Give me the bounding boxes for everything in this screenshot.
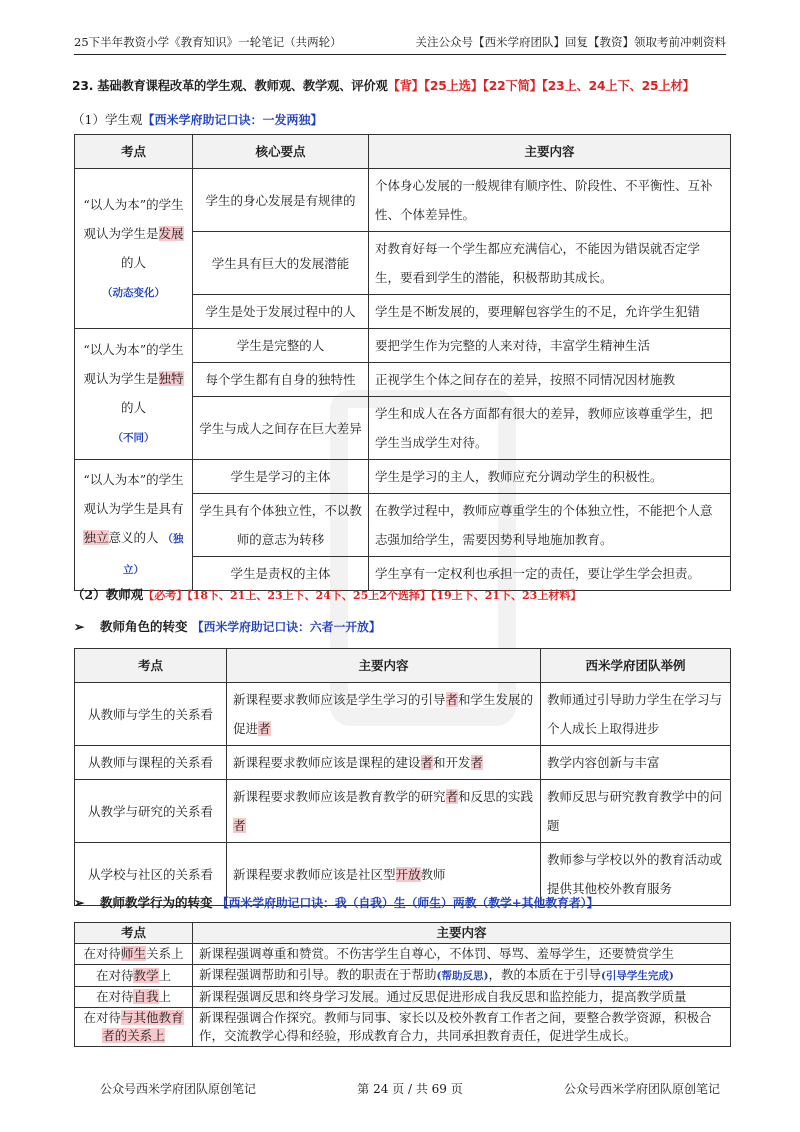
group-label: “以人为本”的学生观认为学生是发展的人 （动态变化） — [75, 169, 193, 329]
page-number: 第 24 页 / 共 69 页 — [357, 1082, 463, 1096]
table-header-row: 考点 主要内容 西米学府团队举例 — [75, 649, 731, 683]
header-left: 25下半年教资小学《教育知识》一轮笔记（共两轮） — [74, 35, 342, 49]
section-23-title: 23. 基础教育课程改革的学生观、教师观、教学观、评价观【背】【25上选】【22下简】【23上、24上下、25上材】 — [72, 79, 695, 93]
student-view-table — [74, 134, 731, 591]
student-view-heading: （1）学生观【西米学府助记口诀：一发两独】 — [72, 112, 323, 127]
table-row: 学生是处于发展过程中的人 学生是不断发展的，要理解包容学生的不足，允许学生犯错 — [75, 295, 731, 329]
table-row: “以人为本”的学生观认为学生是具有独立意义的人 （独立） 学生是学习的主体 学生是学习的主人，教师应充分调动学生的积极性。 — [75, 460, 731, 494]
table-header-row: 考点 核心要点 主要内容 — [75, 135, 731, 169]
table-row: 在对待与其他教育者的关系上 新课程强调合作探究。教师与同事、家长以及校外教育工作者之间，要整合教学资源，积极合作，交流教学心得和经验，形成教育合力，共同承担教育责任，促进学生成长。 — [75, 1008, 731, 1047]
arrow-bullet-icon: ➢ — [74, 619, 85, 634]
bullet-teacher-role: ➢ 教师角色的转变 【西米学府助记口诀：六者一开放】 — [74, 619, 381, 634]
table-row: 从学校与社区的关系看 新课程要求教师应该是社区型开放教师 教师参与学校以外的教育活动或提供其他校外教育服务 — [75, 843, 731, 906]
teacher-view-heading: （2）教师观【必考】【18下、21上、23上下、24下、25上2个选择】【19上下、21下、23上材料】 — [72, 587, 582, 602]
page-footer — [100, 1080, 720, 1097]
table-row: “以人为本”的学生观认为学生是独特的人 （不同） 学生是完整的人 要把学生作为完整的人来对待，丰富学生精神生活 — [75, 329, 731, 363]
table-row: 学生具有个体独立性，不以教师的意志为转移 在教学过程中，教师应尊重学生的个体独立性，不能把个人意志强加给学生，需要因势利导地施加教育。 — [75, 494, 731, 557]
page-header — [74, 34, 726, 55]
section-23-tags: 【背】【25上选】【22下简】【23上、24上下、25上材】 — [387, 79, 695, 93]
table-row: 每个学生都有自身的独特性 正视学生个体之间存在的差异，按照不同情况因材施教 — [75, 363, 731, 397]
table-row: 在对待教学上 新课程强调帮助和引导。教的职责在于帮助(帮助反思)，教的本质在于引导(引导学生完成) — [75, 965, 731, 987]
role-mnemonic: 【西米学府助记口诀：六者一开放】 — [191, 620, 381, 634]
student-view-mnemonic: 【西米学府助记口诀：一发两独】 — [142, 113, 323, 127]
table-row: 从教学与研究的关系看 新课程要求教师应该是教育教学的研究者和反思的实践者 教师反思与研究教育教学中的问题 — [75, 780, 731, 843]
bullet-teaching-behavior: ➢ 教师教学行为的转变 【西米学府助记口诀：我（自我）生（师生）两教（教学+其他教育者）】 — [74, 895, 599, 910]
footer-right: 公众号西米学府团队原创笔记 — [563, 1082, 720, 1096]
table-header-row: 考点 主要内容 — [75, 923, 731, 944]
footer-left: 公众号西米学府团队原创笔记 — [100, 1082, 257, 1096]
table-row: 学生具有巨大的发展潜能 对教育好每一个学生都应充满信心，不能因为错误就否定学生，要看到学生的潜能，积极帮助其成长。 — [75, 232, 731, 295]
teacher-view-tags: 【必考】【18下、21上、23上下、24下、25上2个选择】【19上下、21下、23上材料】 — [143, 589, 582, 602]
teaching-behavior-table — [74, 922, 731, 1047]
table-row: 从教师与学生的关系看 新课程要求教师应该是学生学习的引导者和学生发展的促进者 教师通过引导助力学生在学习与个人成长上取得进步 — [75, 683, 731, 746]
teacher-role-table — [74, 648, 731, 906]
table-row: 学生与成人之间存在巨大差异 学生和成人在各方面都有很大的差异，教师应该尊重学生，把学生当成学生对待。 — [75, 397, 731, 460]
group-label: “以人为本”的学生观认为学生是独特的人 （不同） — [75, 329, 193, 460]
table-row: “以人为本”的学生观认为学生是发展的人 （动态变化） 学生的身心发展是有规律的 个体身心发展的一般规律有顺序性、阶段性、不平衡性、互补性、个体差异性。 — [75, 169, 731, 232]
group-label: “以人为本”的学生观认为学生是具有独立意义的人 （独立） — [75, 460, 193, 591]
table-row: 学生是责权的主体 学生享有一定权利也承担一定的责任，要让学生学会担责。 — [75, 557, 731, 591]
arrow-bullet-icon: ➢ — [74, 895, 85, 910]
header-right: 关注公众号【西米学府团队】回复【教资】领取考前冲刺资料 — [415, 35, 726, 49]
table-row: 在对待师生关系上 新课程强调尊重和赞赏。不伤害学生自尊心，不体罚、辱骂、羞辱学生，还要赞赏学生 — [75, 944, 731, 965]
table-row: 从教师与课程的关系看 新课程要求教师应该是课程的建设者和开发者 教学内容创新与丰富 — [75, 746, 731, 780]
behavior-mnemonic: 【西米学府助记口诀：我（自我）生（师生）两教（教学+其他教育者）】 — [216, 896, 599, 910]
table-row: 在对待自我上 新课程强调反思和终身学习发展。通过反思促进形成自我反思和监控能力，提高教学质量 — [75, 987, 731, 1008]
